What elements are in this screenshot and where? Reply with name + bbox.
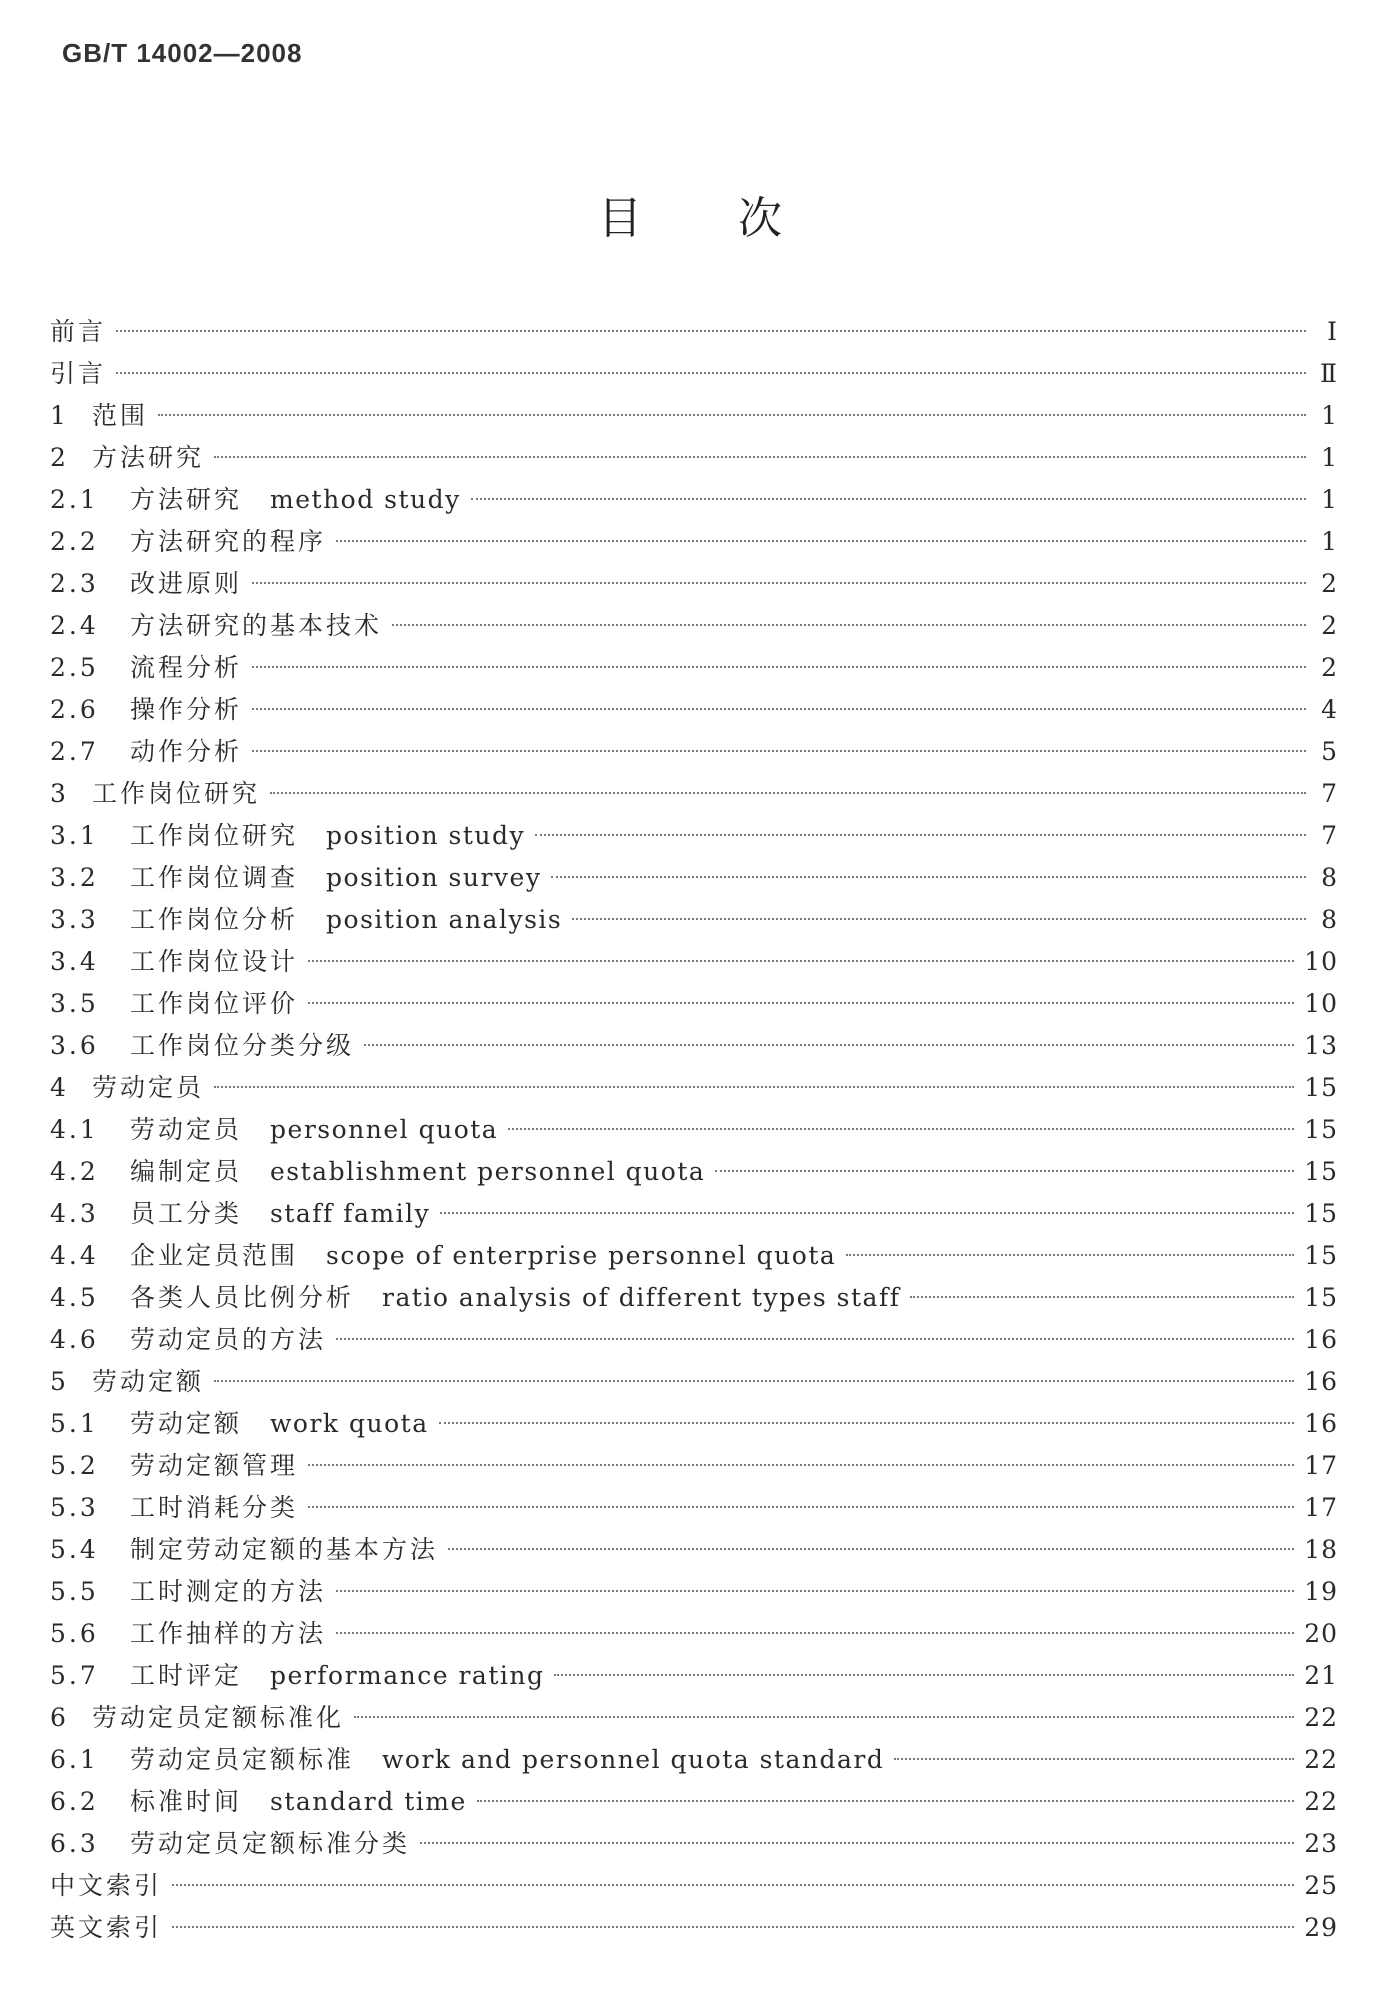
toc-entry[interactable] xyxy=(50,900,1338,942)
toc-entry[interactable] xyxy=(50,816,1338,858)
toc-entry-title: 劳动定额 xyxy=(130,1409,243,1438)
dot-leader xyxy=(308,1506,1294,1508)
dot-leader xyxy=(252,750,1306,752)
toc-entry-page-number: 2 xyxy=(1321,653,1338,682)
toc-entry-number: 6 xyxy=(50,1703,69,1732)
toc-entry-english-title: position study xyxy=(326,821,526,850)
toc-entry[interactable] xyxy=(50,1740,1338,1782)
toc-entry[interactable] xyxy=(50,564,1338,606)
toc-entry-page-number: 17 xyxy=(1304,1451,1338,1480)
toc-entry-page-number: 22 xyxy=(1304,1745,1338,1774)
toc-entry-page-number: 17 xyxy=(1304,1493,1338,1522)
toc-entry-english-title: staff family xyxy=(270,1199,431,1228)
toc-entry[interactable] xyxy=(50,732,1338,774)
toc-entry-title: 动作分析 xyxy=(130,737,243,766)
toc-entry-number: 2.4 xyxy=(50,611,99,640)
toc-entry-title: 工作岗位研究 xyxy=(92,779,261,808)
toc-entry-number: 5 xyxy=(50,1367,69,1396)
toc-entry-number: 5.7 xyxy=(50,1661,99,1690)
toc-entry[interactable] xyxy=(50,1026,1338,1068)
dot-leader xyxy=(336,1338,1294,1340)
toc-entry-number: 2 xyxy=(50,443,69,472)
toc-entry-page-number: 23 xyxy=(1304,1829,1338,1858)
dot-leader xyxy=(252,582,1306,584)
dot-leader xyxy=(252,708,1306,710)
toc-entry[interactable] xyxy=(50,1110,1338,1152)
toc-entry-title: 劳动定员定额标准化 xyxy=(92,1703,345,1732)
dot-leader xyxy=(308,1464,1294,1466)
toc-entry-page-number: 15 xyxy=(1304,1073,1338,1102)
toc-entry-title: 工作岗位设计 xyxy=(130,947,299,976)
toc-entry-number: 4.6 xyxy=(50,1325,99,1354)
toc-entry-page-number: 7 xyxy=(1321,821,1338,850)
toc-entry-page-number: 7 xyxy=(1321,779,1338,808)
toc-entry-page-number: 25 xyxy=(1304,1871,1338,1900)
toc-entry-page-number: 16 xyxy=(1304,1409,1338,1438)
toc-entry-number: 3.3 xyxy=(50,905,99,934)
toc-entry-page-number: 13 xyxy=(1304,1031,1338,1060)
toc-entry-title: 制定劳动定额的基本方法 xyxy=(130,1535,439,1564)
toc-entry[interactable] xyxy=(50,1404,1338,1446)
toc-entry[interactable] xyxy=(50,396,1338,438)
toc-entry-page-number: 8 xyxy=(1321,905,1338,934)
toc-entry[interactable] xyxy=(50,1236,1338,1278)
toc-entry-number: 3.5 xyxy=(50,989,99,1018)
toc-entry-title: 引言 xyxy=(50,359,107,388)
toc-entry-number: 2.5 xyxy=(50,653,99,682)
toc-entry-title: 标准时间 xyxy=(130,1787,243,1816)
toc-entry-number: 6.1 xyxy=(50,1745,99,1774)
toc-entry-title: 编制定员 xyxy=(130,1157,243,1186)
toc-entry-page-number: 15 xyxy=(1304,1283,1338,1312)
toc-entry[interactable] xyxy=(50,1152,1338,1194)
dot-leader xyxy=(439,1422,1295,1424)
toc-entry[interactable] xyxy=(50,1446,1338,1488)
dot-leader xyxy=(336,1632,1294,1634)
toc-entry-english-title: ratio analysis of different types staff xyxy=(382,1283,901,1312)
toc-entry[interactable] xyxy=(50,1278,1338,1320)
toc-entry-number: 5.2 xyxy=(50,1451,99,1480)
toc-entry-title: 工时评定 xyxy=(130,1661,243,1690)
dot-leader xyxy=(477,1800,1294,1802)
toc-entry-title: 劳动定员定额标准 xyxy=(130,1745,355,1774)
toc-entry-english-title: standard time xyxy=(270,1787,467,1816)
toc-entry[interactable] xyxy=(50,1866,1338,1908)
toc-entry-page-number: 18 xyxy=(1304,1535,1338,1564)
dot-leader xyxy=(308,960,1294,962)
dot-leader xyxy=(420,1842,1294,1844)
toc-entry-title: 工时消耗分类 xyxy=(130,1493,299,1522)
toc-entry-english-title: position analysis xyxy=(326,905,563,934)
toc-entry-number: 4.3 xyxy=(50,1199,99,1228)
toc-entry[interactable] xyxy=(50,1824,1338,1866)
toc-entry-title: 劳动定额 xyxy=(92,1367,205,1396)
toc-entry-page-number: 1 xyxy=(1321,401,1338,430)
toc-entry-title: 各类人员比例分析 xyxy=(130,1283,355,1312)
toc-entry-page-number: 4 xyxy=(1321,695,1338,724)
toc-entry[interactable] xyxy=(50,690,1338,732)
toc-entry-number: 4 xyxy=(50,1073,69,1102)
toc-entry-english-title: position survey xyxy=(326,863,542,892)
toc-entry-number: 1 xyxy=(50,401,69,430)
toc-entry-title: 中文索引 xyxy=(50,1871,163,1900)
dot-leader xyxy=(572,918,1306,920)
toc-entry-number: 2.3 xyxy=(50,569,99,598)
toc-entry[interactable] xyxy=(50,1656,1338,1698)
toc-entry-title: 工作抽样的方法 xyxy=(130,1619,327,1648)
page-title: 目次 xyxy=(598,193,878,244)
toc-entry-page-number: 19 xyxy=(1304,1577,1338,1606)
toc-entry-number: 4.4 xyxy=(50,1241,99,1270)
toc-entry-title: 工作岗位分析 xyxy=(130,905,299,934)
toc-entry-title: 前言 xyxy=(50,317,107,346)
toc-entry-number: 2.1 xyxy=(50,485,99,514)
toc-entry-page-number: 1 xyxy=(1321,485,1338,514)
toc-entry-page-number: 29 xyxy=(1304,1913,1338,1942)
toc-entry-english-title: work and personnel quota standard xyxy=(382,1745,885,1774)
toc-entry[interactable] xyxy=(50,1782,1338,1824)
toc-entry-title: 劳动定员 xyxy=(130,1115,243,1144)
dot-leader xyxy=(336,1590,1294,1592)
toc-entry-number: 4.5 xyxy=(50,1283,99,1312)
toc-entry-page-number: 15 xyxy=(1304,1199,1338,1228)
toc-entry-number: 3.6 xyxy=(50,1031,99,1060)
toc-entry-title: 改进原则 xyxy=(130,569,243,598)
toc-entry[interactable] xyxy=(50,942,1338,984)
dot-leader xyxy=(214,456,1306,458)
dot-leader xyxy=(214,1380,1294,1382)
toc-entry[interactable] xyxy=(50,1572,1338,1614)
dot-leader xyxy=(471,498,1306,500)
toc-entry[interactable] xyxy=(50,312,1338,354)
toc-entry-number: 3.1 xyxy=(50,821,99,850)
toc-entry-page-number: 21 xyxy=(1304,1661,1338,1690)
toc-entry-english-title: establishment personnel quota xyxy=(270,1157,706,1186)
toc-entry[interactable] xyxy=(50,606,1338,648)
toc-entry[interactable] xyxy=(50,984,1338,1026)
dot-leader xyxy=(535,834,1306,836)
toc-entry-english-title: work quota xyxy=(270,1409,429,1438)
toc-entry-page-number: 22 xyxy=(1304,1787,1338,1816)
toc-entry-page-number: 5 xyxy=(1321,737,1338,766)
toc-entry-page-number: 15 xyxy=(1304,1157,1338,1186)
dot-leader xyxy=(551,876,1306,878)
toc-entry-number: 3.4 xyxy=(50,947,99,976)
toc-entry-number: 5.4 xyxy=(50,1535,99,1564)
standard-code-header: GB/T 14002—2008 xyxy=(62,38,303,68)
toc-entry[interactable] xyxy=(50,858,1338,900)
toc-entry-english-title: personnel quota xyxy=(270,1115,499,1144)
dot-leader xyxy=(910,1296,1294,1298)
toc-entry-english-title: method study xyxy=(270,485,461,514)
toc-entry-title: 劳动定额管理 xyxy=(130,1451,299,1480)
toc-entry[interactable] xyxy=(50,1320,1338,1362)
toc-entry-title: 工作岗位分类分级 xyxy=(130,1031,355,1060)
toc-entry[interactable] xyxy=(50,354,1338,396)
toc-entry-title: 劳动定员的方法 xyxy=(130,1325,327,1354)
toc-entry-page-number: 16 xyxy=(1304,1325,1338,1354)
toc-entry-title: 方法研究的基本技术 xyxy=(130,611,383,640)
toc-entry-number: 4.2 xyxy=(50,1157,99,1186)
toc-entry-title: 员工分类 xyxy=(130,1199,243,1228)
toc-entry-title: 方法研究 xyxy=(130,485,243,514)
toc-entry[interactable] xyxy=(50,1614,1338,1656)
toc-entry-page-number: 10 xyxy=(1304,989,1338,1018)
toc-entry-title: 操作分析 xyxy=(130,695,243,724)
toc-entry-title: 劳动定员定额标准分类 xyxy=(130,1829,411,1858)
toc-entry-page-number: 2 xyxy=(1321,611,1338,640)
toc-entry-number: 2.7 xyxy=(50,737,99,766)
toc-entry-page-number: 20 xyxy=(1304,1619,1338,1648)
dot-leader xyxy=(252,666,1306,668)
dot-leader xyxy=(172,1926,1294,1928)
toc-entry-title: 劳动定员 xyxy=(92,1073,205,1102)
toc-entry-page-number: 15 xyxy=(1304,1241,1338,1270)
table-of-contents xyxy=(50,312,1338,1950)
toc-entry[interactable] xyxy=(50,774,1338,816)
toc-entry-number: 4.1 xyxy=(50,1115,99,1144)
toc-entry[interactable] xyxy=(50,1698,1338,1740)
dot-leader xyxy=(448,1548,1294,1550)
dot-leader xyxy=(270,792,1306,794)
toc-entry-page-number: Ⅰ xyxy=(1327,317,1338,346)
dot-leader xyxy=(440,1212,1294,1214)
toc-entry-title: 工作岗位研究 xyxy=(130,821,299,850)
toc-entry-number: 5.6 xyxy=(50,1619,99,1648)
toc-entry-page-number: 10 xyxy=(1304,947,1338,976)
toc-entry-number: 6.3 xyxy=(50,1829,99,1858)
dot-leader xyxy=(715,1170,1294,1172)
toc-entry-title: 范围 xyxy=(92,401,149,430)
dot-leader xyxy=(392,624,1306,626)
toc-entry[interactable] xyxy=(50,1908,1338,1950)
toc-entry-number: 2.2 xyxy=(50,527,99,556)
dot-leader xyxy=(894,1758,1294,1760)
toc-entry-page-number: 2 xyxy=(1321,569,1338,598)
toc-entry-number: 6.2 xyxy=(50,1787,99,1816)
dot-leader xyxy=(554,1674,1294,1676)
toc-entry-title: 方法研究的程序 xyxy=(130,527,327,556)
dot-leader xyxy=(508,1128,1294,1130)
toc-entry-number: 5.1 xyxy=(50,1409,99,1438)
toc-entry[interactable] xyxy=(50,522,1338,564)
toc-entry-number: 3.2 xyxy=(50,863,99,892)
dot-leader xyxy=(308,1002,1294,1004)
toc-entry[interactable] xyxy=(50,1530,1338,1572)
toc-entry[interactable] xyxy=(50,1194,1338,1236)
toc-entry-title: 工作岗位评价 xyxy=(130,989,299,1018)
toc-entry[interactable] xyxy=(50,438,1338,480)
toc-entry-english-title: scope of enterprise personnel quota xyxy=(326,1241,837,1270)
toc-entry-english-title: performance rating xyxy=(270,1661,545,1690)
toc-entry-page-number: Ⅱ xyxy=(1320,359,1338,388)
toc-entry[interactable] xyxy=(50,480,1338,522)
toc-entry-title: 方法研究 xyxy=(92,443,205,472)
toc-entry-title: 英文索引 xyxy=(50,1913,163,1942)
toc-entry-page-number: 8 xyxy=(1321,863,1338,892)
toc-entry-title: 企业定员范围 xyxy=(130,1241,299,1270)
dot-leader xyxy=(116,372,1306,374)
toc-entry-page-number: 16 xyxy=(1304,1367,1338,1396)
toc-entry-title: 流程分析 xyxy=(130,653,243,682)
dot-leader xyxy=(336,540,1306,542)
toc-entry-page-number: 22 xyxy=(1304,1703,1338,1732)
toc-entry[interactable] xyxy=(50,1488,1338,1530)
toc-entry-page-number: 1 xyxy=(1321,527,1338,556)
dot-leader xyxy=(214,1086,1294,1088)
toc-entry-page-number: 15 xyxy=(1304,1115,1338,1144)
toc-entry[interactable] xyxy=(50,648,1338,690)
dot-leader xyxy=(158,414,1306,416)
dot-leader xyxy=(172,1884,1294,1886)
toc-entry-title: 工作岗位调查 xyxy=(130,863,299,892)
dot-leader xyxy=(354,1716,1294,1718)
toc-entry-page-number: 1 xyxy=(1321,443,1338,472)
toc-entry[interactable] xyxy=(50,1362,1338,1404)
toc-entry-number: 5.5 xyxy=(50,1577,99,1606)
dot-leader xyxy=(846,1254,1294,1256)
toc-entry[interactable] xyxy=(50,1068,1338,1110)
toc-entry-number: 5.3 xyxy=(50,1493,99,1522)
dot-leader xyxy=(116,330,1306,332)
dot-leader xyxy=(364,1044,1294,1046)
toc-entry-number: 2.6 xyxy=(50,695,99,724)
toc-entry-title: 工时测定的方法 xyxy=(130,1577,327,1606)
toc-entry-number: 3 xyxy=(50,779,69,808)
